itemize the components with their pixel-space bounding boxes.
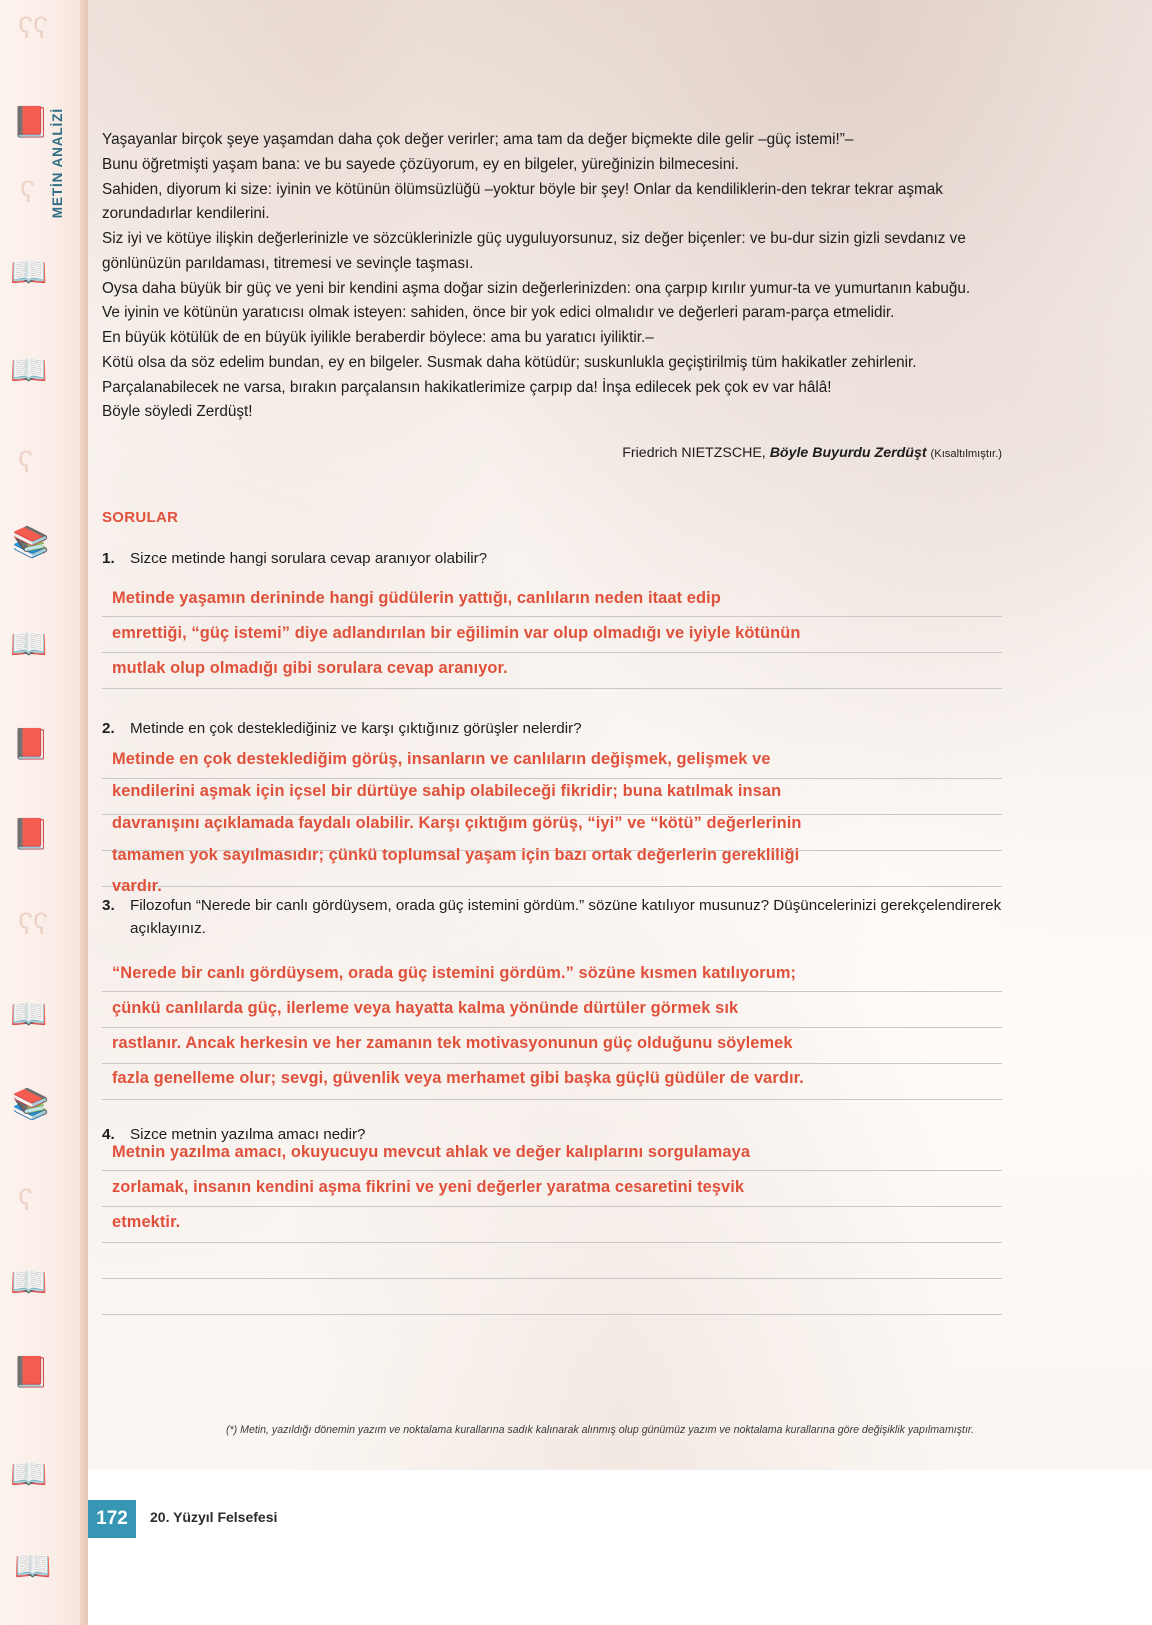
book-stack-icon: 📕 [12,1356,50,1389]
handwritten-answer-line: emrettiği, “güç istemi” diye adlandırılan bir eğilimin var olup olmadığı ve iyiyle kötünün [112,623,801,642]
body-paragraph: Bunu öğretmişti yaşam bana: ve bu sayede çözüyorum, ey en bilgeler, yüreğinizin bilmecesini. [102,155,739,173]
sidebar-edge [80,0,88,1625]
handwritten-answer-line: vardır. [112,876,162,895]
attribution-work: Böyle Buyurdu Zerdüşt [769,445,927,462]
handwritten-answer-line: davranışını açıklamada faydalı olabilir. Karşı çıktığım görüş, “iyi” ve “kötü” değerlerinin [112,813,802,832]
book-open-icon: 📖 [10,998,48,1031]
body-paragraph: Oysa daha büyük bir güç ve yeni bir kendini aşma doğar sizin değerlerinizden: ona çarpıp kırılır yumur-ta ve yumurtanın kabuğu. [102,279,971,297]
question-row [102,718,1002,741]
question-prompt: Sizce metnin yazılma amacı nedir? [130,1126,366,1144]
question-number: 3. [102,896,115,914]
book-open-icon: 📖 [10,1458,48,1491]
attribution-author: Friedrich NIETZSCHE, [622,445,766,462]
handwritten-answer-line: Metinde en çok desteklediğim görüş, insanların ve canlıların değişmek, gelişmek ve [112,749,771,768]
handwritten-answer-line: “Nerede bir canlı gördüysem, orada güç istemini gördüm.” sözüne kısmen katılıyorum; [112,964,797,983]
handwritten-answer-line: rastlanır. Ancak herkesin ve her zamanın tek motivasyonunun güç olduğunu söylemek [112,1034,793,1053]
book-stack-icon: 📚 [12,526,50,559]
source-attribution [102,445,1002,461]
handwritten-answer-line: mutlak olup olmadığı gibi sorulara cevap aranıyor. [112,658,508,677]
swirl-icon: ʕ [18,1184,33,1217]
handwritten-answer-line: Metnin yazılma amacı, okuyucuyu mevcut ahlak ve değer kalıplarını sorgulamaya [112,1143,751,1162]
question-block-1 [102,548,1002,694]
handwritten-answer-line: etmektir. [112,1213,181,1232]
chapter-title: 20. Yüzyıl Felsefesi [150,1509,278,1525]
body-paragraph: Siz iyi ve kötüye ilişkin değerlerinizle ve sözcüklerinizle güç uyguluyorsunuz, siz değer biçenler: ve bu-dur sizin gizli sevdanız ve gönlünüzün parıldaması, titremesi ve sevinçle taşması. [102,230,966,272]
question-prompt: Sizce metinde hangi sorulara cevap aranıyor olabilir? [130,550,488,568]
page-content [102,128,1002,1315]
body-paragraph: Yaşayanlar birçok şeye yaşamdan daha çok değer verirler; ama tam da değer biçmekte dile gelir –güç istemi!”– [102,131,854,148]
body-paragraph: Böyle söyledi Zerdüşt! [102,403,253,421]
question-prompt-quote: “Nerede bir canlı gördüysem, orada güç istemini gördüm.” [195,896,585,914]
page-number-badge: 172 [88,1500,136,1538]
question-number: 4. [102,1126,115,1144]
answer-area-4[interactable] [102,1135,1002,1315]
question-block-2 [102,718,1002,893]
book-open-icon: 📖 [10,628,48,661]
answer-area-1[interactable] [102,581,1002,694]
handwritten-answer-line: fazla genelleme olur; sevgi, güvenlik veya merhamet gibi başka güçlü güdüler de vardır. [112,1069,804,1088]
attribution-note: (Kısaltılmıştır.) [930,448,1002,461]
question-number: 1. [102,550,115,568]
body-paragraph: Parçalanabilecek ne varsa, bırakın parçalansın hakikatlerimize çarpıp da! İnşa edilecek pek çok ev var hâlâ! [102,378,832,396]
book-stack-icon: 📕 [12,106,50,139]
body-paragraph: Kötü olsa da söz edelim bundan, ey en bilgeler. Susmak daha kötüdür; suskunlukla geçiştirilmiş tüm hakikatler zehirlenir. [102,353,917,371]
book-stack-icon: 📕 [12,728,50,761]
question-prompt: Metinde en çok desteklediğiniz ve karşı çıktığınız görüşler nelerdir? [130,719,582,737]
answer-area-2[interactable] [102,743,1002,893]
body-paragraph: Ve iyinin ve kötünün yaratıcısı olmak isteyen: sahiden, önce bir yok edici olmalıdır ve değerleri param-parça etmelidir. [102,304,895,322]
question-block-3 [102,895,1002,1107]
swirl-icon: ʕ [20,176,35,209]
handwritten-answer-line: Metinde yaşamın derininde hangi güdülerin yattığı, canlıların neden itaat edip [112,588,721,607]
questions-heading: SORULAR [102,509,179,527]
handwritten-answer-line: çünkü canlılarda güç, ilerleme veya hayatta kalma yönünde dürtüler görmek sık [112,999,739,1018]
page-footnote: (*) Metin, yazıldığı dönemin yazım ve noktalama kurallarına sadık kalınarak alınmış olup günümüz yazım ve noktalama kurallarına göre değişiklik yapılmamıştır. [226,1424,974,1436]
answer-area-3[interactable] [102,956,1002,1106]
section-label: METİN ANALİZİ [50,108,65,219]
book-stack-icon: 📚 [12,1088,50,1121]
swirl-icon: ʕʕ [18,908,48,941]
handwritten-answer-line: kendilerini aşmak için içsel bir dürtüye sahip olabileceği fikridir; buna katılmak insan [112,781,782,800]
handwritten-answer-line: tamamen yok sayılmasıdır; çünkü toplumsal yaşam için bazı ortak değerlerin gerekliliği [112,845,800,864]
question-number: 2. [102,719,115,737]
question-row [102,548,1002,571]
swirl-icon: ʕ [18,446,33,479]
page-sheet [88,0,1152,1470]
question-prompt [130,895,1002,941]
body-paragraph: Sahiden, diyorum ki size: iyinin ve kötünün ölümsüzlüğü –yoktur böyle bir şey! Onlar da kendiliklerin-den tekrar tekrar aşmak zorundadırlar kendilerini. [102,180,943,223]
book-open-icon: 📖 [14,1550,52,1583]
book-open-icon: 📖 [10,354,48,387]
book-stack-icon: 📕 [12,818,50,851]
handwritten-answer-line: zorlamak, insanın kendini aşma fikrini ve yeni değerler yaratma cesaretini teşvik [112,1178,745,1197]
question-prompt-pre: Filozofun [130,896,192,914]
question-row [102,895,1002,941]
swirl-icon: ʕʕ [18,12,48,45]
decorative-sidebar [0,0,88,1625]
question-prompt-post: sözüne katılıyor musunuz? Düşüncelerinizi gerekçelendirerek açıklayınız. [130,896,1002,937]
book-open-icon: 📖 [10,256,48,289]
book-open-icon: 📖 [10,1266,48,1299]
question-block-4 [102,1124,1002,1315]
body-paragraph: En büyük kötülük de en büyük iyilikle beraberdir böylece: ama bu yaratıcı iyiliktir.– [102,329,654,347]
